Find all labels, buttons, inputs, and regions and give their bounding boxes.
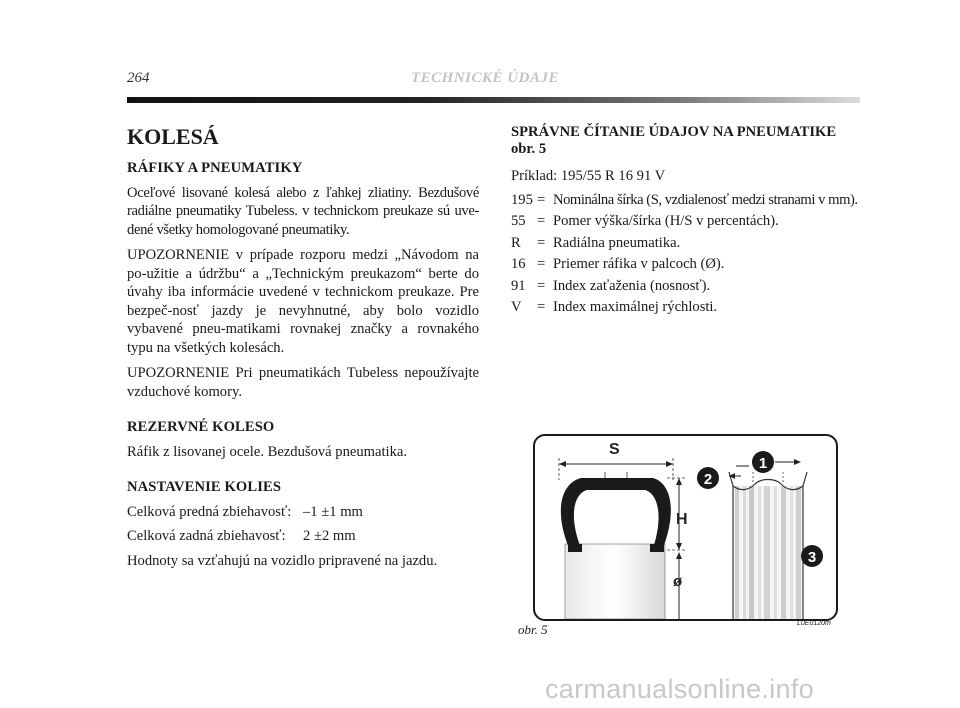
tyre-example: Príklad: 195/55 R 16 91 V <box>511 168 666 184</box>
legend-equals: = <box>537 213 546 229</box>
rims-paragraph-1: Oceľové lisované kolesá alebo z ľahkej zliatiny. Bezdušové radiálne pneumatiky Tubeless. v technickom preukaze sú uve-dené všetky homologované pneumatiky. <box>127 184 479 238</box>
callout-3: 3 <box>807 549 817 566</box>
legend-description: Pomer výška/šírka (H/S v percentách). <box>553 213 779 229</box>
tyre-reading-figure-ref: obr. 5 <box>511 141 547 157</box>
alignment-label: Celková predná zbiehavosť: <box>127 503 292 520</box>
tyre-reading-title: SPRÁVNE ČÍTANIE ÚDAJOV NA PNEUMATIKE <box>511 124 837 140</box>
page-number: 264 <box>127 70 150 86</box>
legend-row <box>511 298 863 317</box>
right-column <box>511 124 863 320</box>
legend-code: 55 <box>511 213 526 229</box>
wheel-hub-shape <box>565 544 665 619</box>
tyre-reading-heading <box>511 124 863 158</box>
legend-equals: = <box>537 256 546 272</box>
legend-code: R <box>511 234 521 251</box>
legend-code: 91 <box>511 277 526 294</box>
alignment-value: 2 ±2 mm <box>303 528 356 544</box>
legend-description: Priemer ráfika v palcoch (Ø). <box>553 256 725 272</box>
running-title: TECHNICKÉ ÚDAJE <box>411 70 559 86</box>
legend-equals: = <box>537 299 546 315</box>
figure-caption: obr. 5 <box>518 622 548 637</box>
legend-row <box>511 277 863 296</box>
label-s: S <box>609 441 620 458</box>
rims-paragraph-2: UPOZORNENIE v prípade rozporu medzi „Návodom na po-užitie a údržbu“ a „Technickým preukazom“ berte do úvahy iba informácie uvedené v technickom preukaze. Pre bezpeč-nosť jazdy je nevyhnutné, aby bolo vozidlo vybavené pneu-matikami rovnakej značky a rovnakého typu na všetkých kolesách. <box>127 247 479 356</box>
legend-row <box>511 212 863 231</box>
tyre-bead-right <box>650 544 664 552</box>
legend-row <box>511 255 863 274</box>
alignment-label: Celková zadná zbiehavosť: <box>127 528 286 544</box>
legend-row <box>511 191 863 210</box>
spare-wheel-heading: REZERVNÉ KOLESO <box>127 419 275 435</box>
header-rule <box>127 97 860 103</box>
legend-code: 16 <box>511 256 526 272</box>
callout-2: 2 <box>703 471 713 488</box>
label-diameter: ø <box>673 573 683 590</box>
alignment-row-rear <box>127 527 479 546</box>
alignment-row-front <box>127 503 479 522</box>
legend-equals: = <box>537 191 546 208</box>
callout-1: 1 <box>758 455 768 472</box>
legend-description: Index maximálnej rýchlosti. <box>553 299 718 315</box>
legend-description: Nominálna šírka (S, vzdialenosť medzi stranami v mm). <box>553 191 858 208</box>
legend-equals: = <box>537 277 546 294</box>
legend-description: Radiálna pneumatika. <box>553 234 681 251</box>
rims-paragraph-3: UPOZORNENIE Pri pneumatikách Tubeless nepoužívajte vzduchové komory. <box>127 365 479 400</box>
legend-code: V <box>511 299 522 315</box>
legend-code: 195 <box>511 191 533 208</box>
tyre-bead-left <box>568 544 582 552</box>
watermark: carmanualsonline.info <box>545 674 814 704</box>
tyre-diagram-svg <box>535 436 836 619</box>
alignment-heading: NASTAVENIE KOLIES <box>127 479 282 495</box>
alignment-value: –1 ±1 mm <box>303 503 363 520</box>
label-h: H <box>676 511 688 528</box>
legend-description: Index zaťaženia (nosnosť). <box>553 277 711 294</box>
section-title: KOLESÁ <box>127 124 219 149</box>
figure-code: L0E0120m <box>797 620 831 627</box>
legend-equals: = <box>537 234 546 251</box>
rims-heading: RÁFIKY A PNEUMATIKY <box>127 160 303 176</box>
alignment-note: Hodnoty sa vzťahujú na vozidlo pripravené na jazdu. <box>127 552 438 569</box>
left-column <box>127 124 479 577</box>
tyre-cross-section <box>561 478 671 548</box>
legend-row <box>511 234 863 253</box>
tyre-diagram <box>533 434 838 621</box>
spare-wheel-text: Ráfik z lisovanej ocele. Bezdušová pneumatika. <box>127 443 408 460</box>
rim-detail <box>729 472 807 619</box>
